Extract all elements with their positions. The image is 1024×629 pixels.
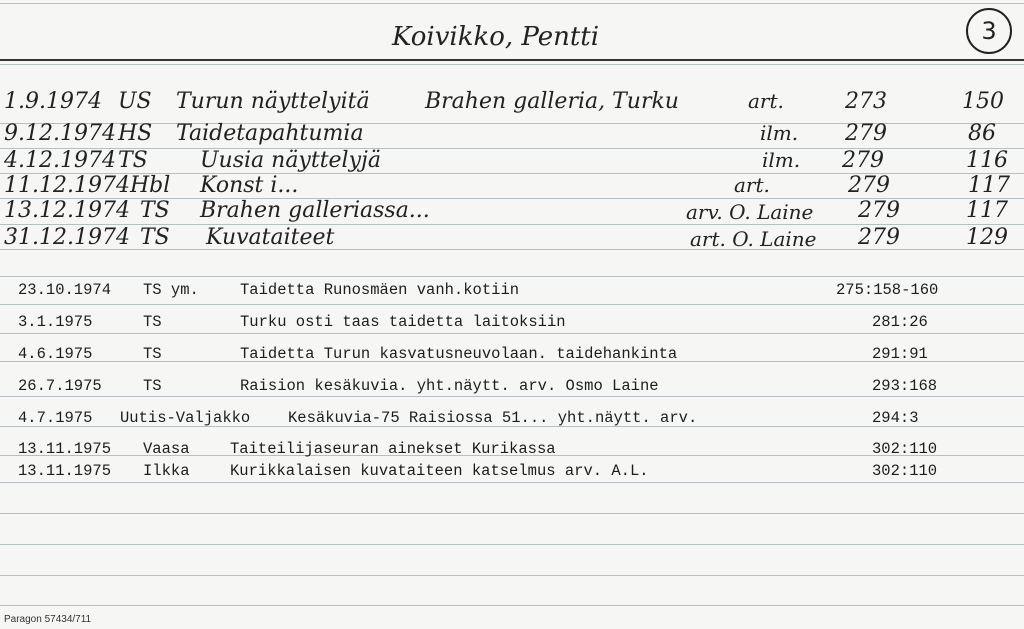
hand-row-source: TS <box>118 148 148 173</box>
hand-row-date: 13.12.1974 <box>4 198 130 223</box>
row-line <box>0 333 1024 334</box>
typed-row-source: TS <box>143 313 162 331</box>
hand-row-date: 31.12.1974 <box>4 225 130 250</box>
hand-row-type: art. <box>734 173 770 197</box>
typed-row-source: TS <box>143 377 162 395</box>
row-line <box>0 513 1024 514</box>
hand-row-source: Hbl <box>130 173 171 198</box>
typed-row-text: Kurikkalaisen kuvataiteen katselmus arv. A.L. <box>230 462 649 480</box>
header-rule-thin <box>0 64 1024 65</box>
typed-row-text: Taiteilijaseuran ainekset Kurikassa <box>230 440 556 458</box>
typed-row-source: TS ym. <box>143 281 199 299</box>
typed-row-date: 4.6.1975 <box>18 345 93 363</box>
typed-row-ref: 294:3 <box>872 409 919 427</box>
hand-row-source: TS <box>140 225 170 250</box>
row-line <box>0 544 1024 545</box>
typed-row-date: 23.10.1974 <box>18 281 112 299</box>
typed-row-ref: 291:91 <box>872 345 928 363</box>
hand-row-vol: 279 <box>848 173 890 198</box>
hand-row-type: art. <box>748 89 784 113</box>
hand-row-title: Kuvataiteet <box>206 225 335 250</box>
hand-row-page: 117 <box>966 198 1008 223</box>
row-line <box>0 276 1024 277</box>
typed-row-source: TS <box>143 345 162 363</box>
row-line <box>0 396 1024 397</box>
typed-row-ref: 281:26 <box>872 313 928 331</box>
header-rule <box>0 59 1024 61</box>
row-line <box>0 482 1024 483</box>
typed-row-source: Uutis-Valjakko <box>120 409 251 427</box>
hand-row-date: 4.12.1974 <box>4 148 116 173</box>
typed-row-date: 4.7.1975 <box>18 409 93 427</box>
hand-row-vol: 279 <box>842 148 884 173</box>
typed-row-date: 13.11.1975 <box>18 462 112 480</box>
typed-row-text: Raision kesäkuvia. yht.näytt. arv. Osmo Laine <box>240 377 659 395</box>
hand-row-source: US <box>118 89 152 114</box>
hand-row-page: 116 <box>966 148 1008 173</box>
row-line <box>0 304 1024 305</box>
typed-row-date: 3.1.1975 <box>18 313 93 331</box>
hand-row-vol: 279 <box>858 198 900 223</box>
hand-row-vol: 273 <box>845 89 887 114</box>
hand-row-date: 11.12.1974 <box>4 173 130 198</box>
hand-row-type: art. O. Laine <box>690 227 817 251</box>
hand-row-type: arv. O. Laine <box>686 200 814 224</box>
hand-row-vol: 279 <box>845 121 887 146</box>
hand-row-date: 9.12.1974 <box>4 121 116 146</box>
hand-row-title: Turun näyttelyitä <box>176 89 370 114</box>
typed-row-source: Ilkka <box>143 462 190 480</box>
hand-row-title: Uusia näyttelyjä <box>200 148 381 173</box>
hand-row-page: 150 <box>962 89 1004 114</box>
hand-row-type: ilm. <box>760 121 799 145</box>
typed-row-ref: 275:158-160 <box>836 281 939 299</box>
row-line <box>0 575 1024 576</box>
typed-row-source: Vaasa <box>143 440 190 458</box>
printer-imprint: Paragon 57434/711 <box>4 614 92 625</box>
typed-row-ref: 302:110 <box>872 462 938 480</box>
row-line <box>0 605 1024 606</box>
hand-row-page: 129 <box>966 225 1008 250</box>
hand-row-page: 117 <box>968 173 1010 198</box>
card-top-line <box>0 3 1024 4</box>
typed-row-text: Kesäkuvia-75 Raisiossa 51... yht.näytt. arv. <box>288 409 698 427</box>
card-name: Koivikko, Pentti <box>392 22 600 52</box>
hand-row-title: Konst i... <box>200 173 299 198</box>
typed-row-text: Taidetta Runosmäen vanh.kotiin <box>240 281 520 299</box>
typed-row-date: 13.11.1975 <box>18 440 112 458</box>
typed-row-text: Turku osti taas taidetta laitoksiin <box>240 313 566 331</box>
hand-row-extra: Brahen galleria, Turku <box>425 89 679 114</box>
card-number-badge: 3 <box>966 8 1012 54</box>
hand-row-source: HS <box>118 121 153 146</box>
typed-row-date: 26.7.1975 <box>18 377 102 395</box>
typed-row-ref: 293:168 <box>872 377 938 395</box>
hand-row-page: 86 <box>968 121 996 146</box>
hand-row-title: Taidetapahtumia <box>176 121 364 146</box>
hand-row-date: 1.9.1974 <box>4 89 102 114</box>
typed-row-ref: 302:110 <box>872 440 938 458</box>
typed-row-text: Taidetta Turun kasvatusneuvolaan. taidehankinta <box>240 345 678 363</box>
hand-row-vol: 279 <box>858 225 900 250</box>
hand-row-source: TS <box>140 198 170 223</box>
hand-row-type: ilm. <box>762 148 801 172</box>
hand-row-title: Brahen galleriassa... <box>200 198 430 223</box>
